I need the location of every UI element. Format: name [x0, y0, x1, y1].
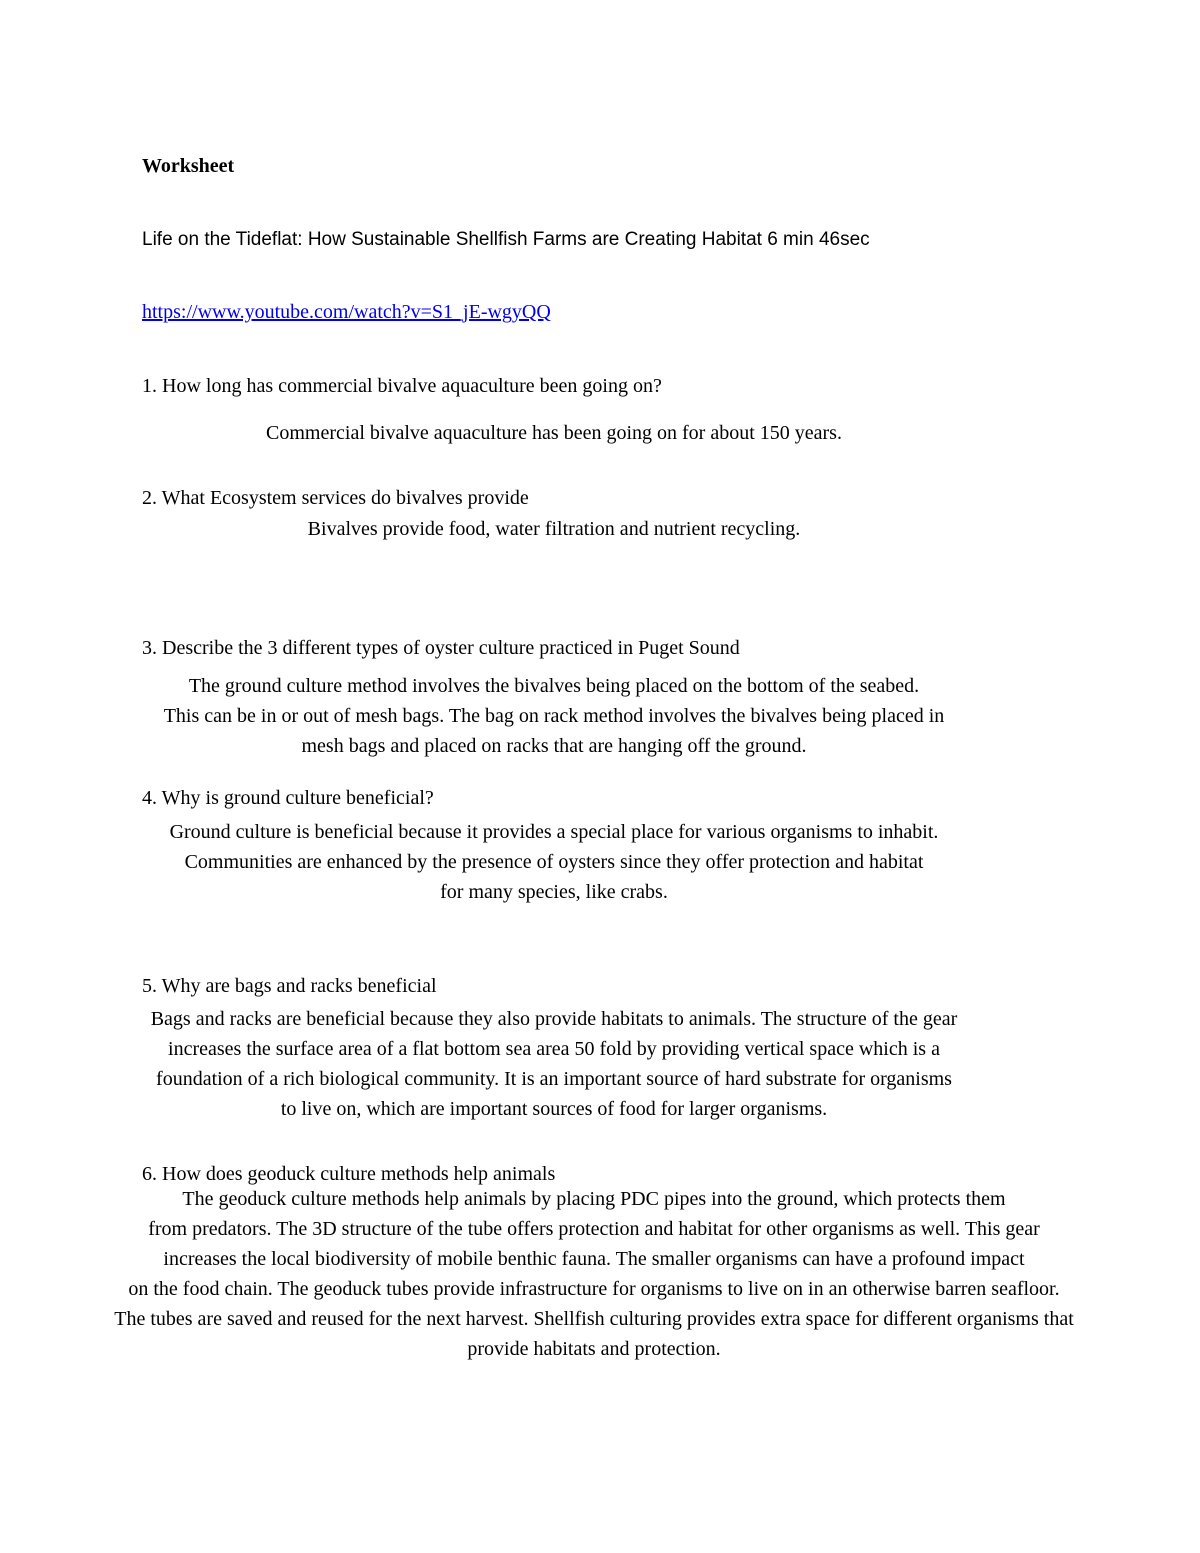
answer-line: The tubes are saved and reused for the next harvest. Shellfish culturing provides extra space for different organisms that [114, 1308, 1074, 1330]
worksheet-heading: Worksheet [142, 155, 235, 177]
question-6-prompt: 6. How does geoduck culture methods help animals [142, 1163, 556, 1185]
answer-line: Commercial bivalve aquaculture has been going on for about 150 years. [266, 422, 842, 444]
question-4-prompt: 4. Why is ground culture beneficial? [142, 787, 434, 809]
answer-line: mesh bags and placed on racks that are hanging off the ground. [301, 735, 807, 757]
question-3-prompt: 3. Describe the 3 different types of oyster culture practiced in Puget Sound [142, 637, 740, 659]
answer-line: foundation of a rich biological community. It is an important source of hard substrate for organisms [156, 1068, 952, 1090]
answer-line: increases the surface area of a flat bottom sea area 50 fold by providing vertical space which is a [168, 1038, 940, 1060]
question-4-answer [0, 817, 1154, 907]
answer-line: Bags and racks are beneficial because they also provide habitats to animals. The structure of the gear [150, 1008, 958, 1030]
answer-line: for many species, like crabs. [440, 881, 668, 903]
answer-line: Communities are enhanced by the presence of oysters since they offer protection and habitat [184, 851, 924, 873]
answer-line: on the food chain. The geoduck tubes provide infrastructure for organisms to live on in an otherwise barren seafloor. [128, 1278, 1060, 1300]
answer-line: This can be in or out of mesh bags. The bag on rack method involves the bivalves being placed in [163, 705, 945, 727]
question-1-answer [0, 418, 1154, 448]
video-link[interactable]: https://www.youtube.com/watch?v=S1_jE-wgyQQ [142, 301, 551, 323]
question-5-answer [0, 1004, 1154, 1124]
question-6-answer [0, 1184, 1194, 1364]
answer-line: Bivalves provide food, water filtration and nutrient recycling. [307, 518, 801, 540]
answer-line: The geoduck culture methods help animals by placing PDC pipes into the ground, which protects them [182, 1188, 1006, 1210]
answer-line: The ground culture method involves the bivalves being placed on the bottom of the seabed. [188, 675, 920, 697]
video-title: Life on the Tideflat: How Sustainable Shellfish Farms are Creating Habitat 6 min 46sec [142, 229, 870, 250]
answer-line: to live on, which are important sources of food for larger organisms. [280, 1098, 828, 1120]
answer-line: from predators. The 3D structure of the tube offers protection and habitat for other organisms as well. This gear [148, 1218, 1040, 1240]
question-2-answer [0, 514, 1154, 544]
question-5-prompt: 5. Why are bags and racks beneficial [142, 975, 437, 997]
question-2-prompt: 2. What Ecosystem services do bivalves provide [142, 487, 529, 509]
answer-line: increases the local biodiversity of mobile benthic fauna. The smaller organisms can have a profound impact [163, 1248, 1025, 1270]
question-1-prompt: 1. How long has commercial bivalve aquaculture been going on? [142, 375, 662, 397]
question-3-answer [0, 671, 1154, 761]
answer-line: provide habitats and protection. [467, 1338, 721, 1360]
answer-line: Ground culture is beneficial because it provides a special place for various organisms to inhabit. [169, 821, 939, 843]
